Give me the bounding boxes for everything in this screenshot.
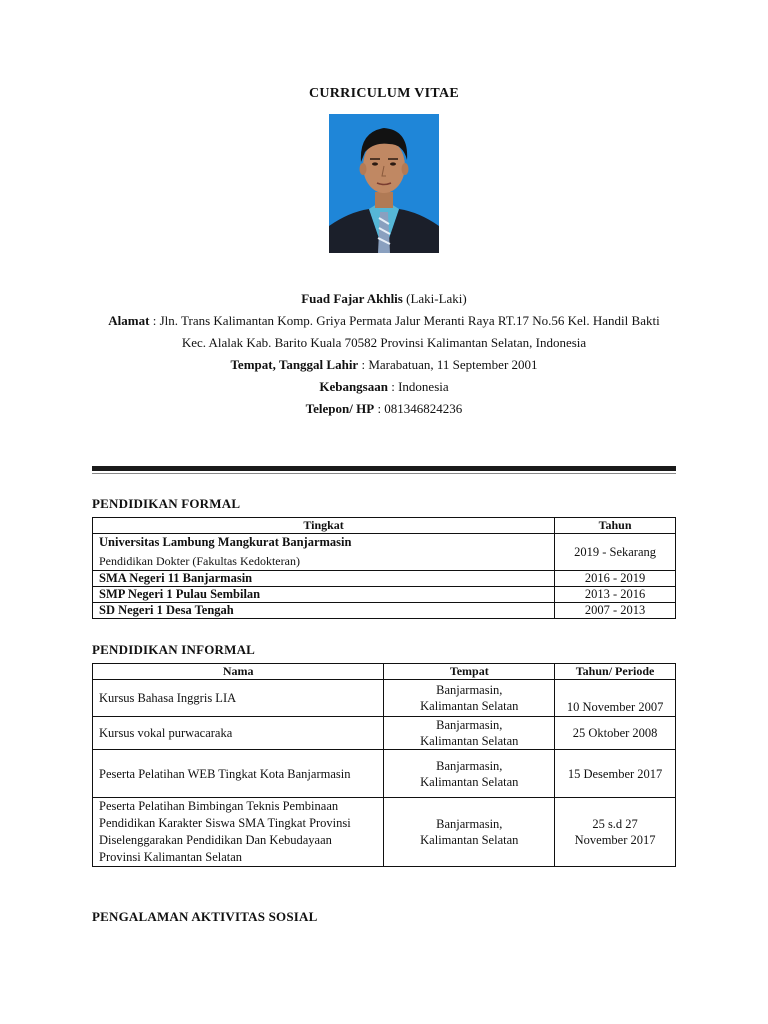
table-row: [93, 680, 676, 717]
informal-education-heading: PENDIDIKAN INFORMAL: [92, 642, 256, 657]
table-row: [93, 571, 676, 587]
person-gender: (Laki-Laki): [406, 291, 467, 306]
course-period: [555, 798, 676, 867]
birth-label: Tempat, Tanggal Lahir: [230, 357, 359, 372]
year-cell: 2013 - 2016: [555, 587, 676, 603]
phone-value: : 081346824236: [377, 401, 463, 416]
person-name: Fuad Fajar Akhlis: [301, 291, 403, 306]
place-city: Banjarmasin,: [436, 817, 503, 831]
period-line: 25 s.d 27: [592, 817, 638, 831]
course-name: [93, 798, 384, 867]
divider-thick: [92, 466, 676, 471]
place-city: Banjarmasin,: [436, 758, 503, 773]
table-row: [93, 717, 676, 750]
table-row: [93, 798, 676, 867]
place-city: Banjarmasin,: [436, 718, 503, 732]
table-row: [93, 534, 676, 571]
school-name: SMP Negeri 1 Pulau Sembilan: [93, 587, 555, 603]
address-value-2: Kec. Alalak Kab. Barito Kuala 70582 Provinsi Kalimantan Selatan, Indonesia: [181, 335, 587, 350]
school-program: Pendidikan Dokter (Fakultas Kedokteran): [99, 554, 300, 568]
address-line-1: [60, 310, 708, 332]
place-city: Banjarmasin,: [436, 683, 503, 697]
nationality-line: [60, 376, 708, 398]
social-activities-heading: PENGALAMAN AKTIVITAS SOSIAL: [92, 909, 318, 924]
table-header-row: [93, 664, 676, 680]
course-name: Kursus Bahasa Inggris LIA: [93, 680, 384, 717]
column-header-place: Tempat: [384, 664, 555, 680]
table-row: [93, 750, 676, 798]
course-name: Kursus vokal purwacaraka: [93, 717, 384, 750]
course-period: 15 Desember 2017: [555, 750, 676, 798]
birth-line: [60, 354, 708, 376]
course-name-line: Peserta Pelatihan Bimbingan Teknis Pembinaan: [99, 799, 339, 813]
table-header-row: [93, 518, 676, 534]
course-place: [384, 798, 555, 867]
course-name-line: Pendidikan Karakter Siswa SMA Tingkat Provinsi: [99, 816, 351, 830]
school-name: SMA Negeri 11 Banjarmasin: [93, 571, 555, 587]
course-period: 10 November 2007: [555, 680, 676, 717]
course-period: 25 Oktober 2008: [555, 717, 676, 750]
year-cell: 2007 - 2013: [555, 603, 676, 619]
column-header-level: Tingkat: [93, 518, 555, 534]
place-province: Kalimantan Selatan: [420, 833, 519, 847]
year-cell: 2019 - Sekarang: [555, 534, 676, 571]
address-label: Alamat: [108, 313, 150, 328]
school-name: Universitas Lambung Mangkurat Banjarmasin: [99, 535, 352, 549]
informal-education-table: [92, 663, 676, 867]
place-province: Kalimantan Selatan: [420, 699, 519, 713]
school-cell: [93, 534, 555, 571]
name-line: [60, 288, 708, 310]
personal-info: [60, 288, 708, 420]
formal-education-heading: PENDIDIKAN FORMAL: [92, 496, 241, 511]
formal-education-table: [92, 517, 676, 619]
place-province: Kalimantan Selatan: [420, 774, 519, 789]
phone-label: Telepon/ HP: [305, 401, 375, 416]
course-place: [384, 680, 555, 717]
period-line: November 2017: [574, 833, 656, 847]
place-province: Kalimantan Selatan: [420, 734, 519, 748]
school-name: SD Negeri 1 Desa Tengah: [93, 603, 555, 619]
year-cell: 2016 - 2019: [555, 571, 676, 587]
course-place: [384, 750, 555, 798]
table-row: [93, 603, 676, 619]
address-value-1: : Jln. Trans Kalimantan Komp. Griya Permata Jalur Meranti Raya RT.17 No.56 Kel. Handil Bakti: [152, 313, 660, 328]
divider-thin: [92, 473, 676, 474]
table-row: [93, 587, 676, 603]
nationality-label: Kebangsaan: [319, 379, 388, 394]
nationality-value: : Indonesia: [391, 379, 449, 394]
profile-photo: [329, 114, 439, 253]
document-title: CURRICULUM VITAE: [308, 86, 460, 101]
course-place: [384, 717, 555, 750]
column-header-name: Nama: [93, 664, 384, 680]
course-name-line: Provinsi Kalimantan Selatan: [99, 850, 243, 864]
column-header-year: Tahun: [555, 518, 676, 534]
phone-line: [60, 398, 708, 420]
birth-value: : Marabatuan, 11 September 2001: [361, 357, 538, 372]
address-line-2: [60, 332, 708, 354]
course-name-line: Diselenggarakan Pendidikan Dan Kebudayaan: [99, 833, 332, 847]
course-name: Peserta Pelatihan WEB Tingkat Kota Banjarmasin: [93, 750, 384, 798]
column-header-period: Tahun/ Periode: [555, 664, 676, 680]
